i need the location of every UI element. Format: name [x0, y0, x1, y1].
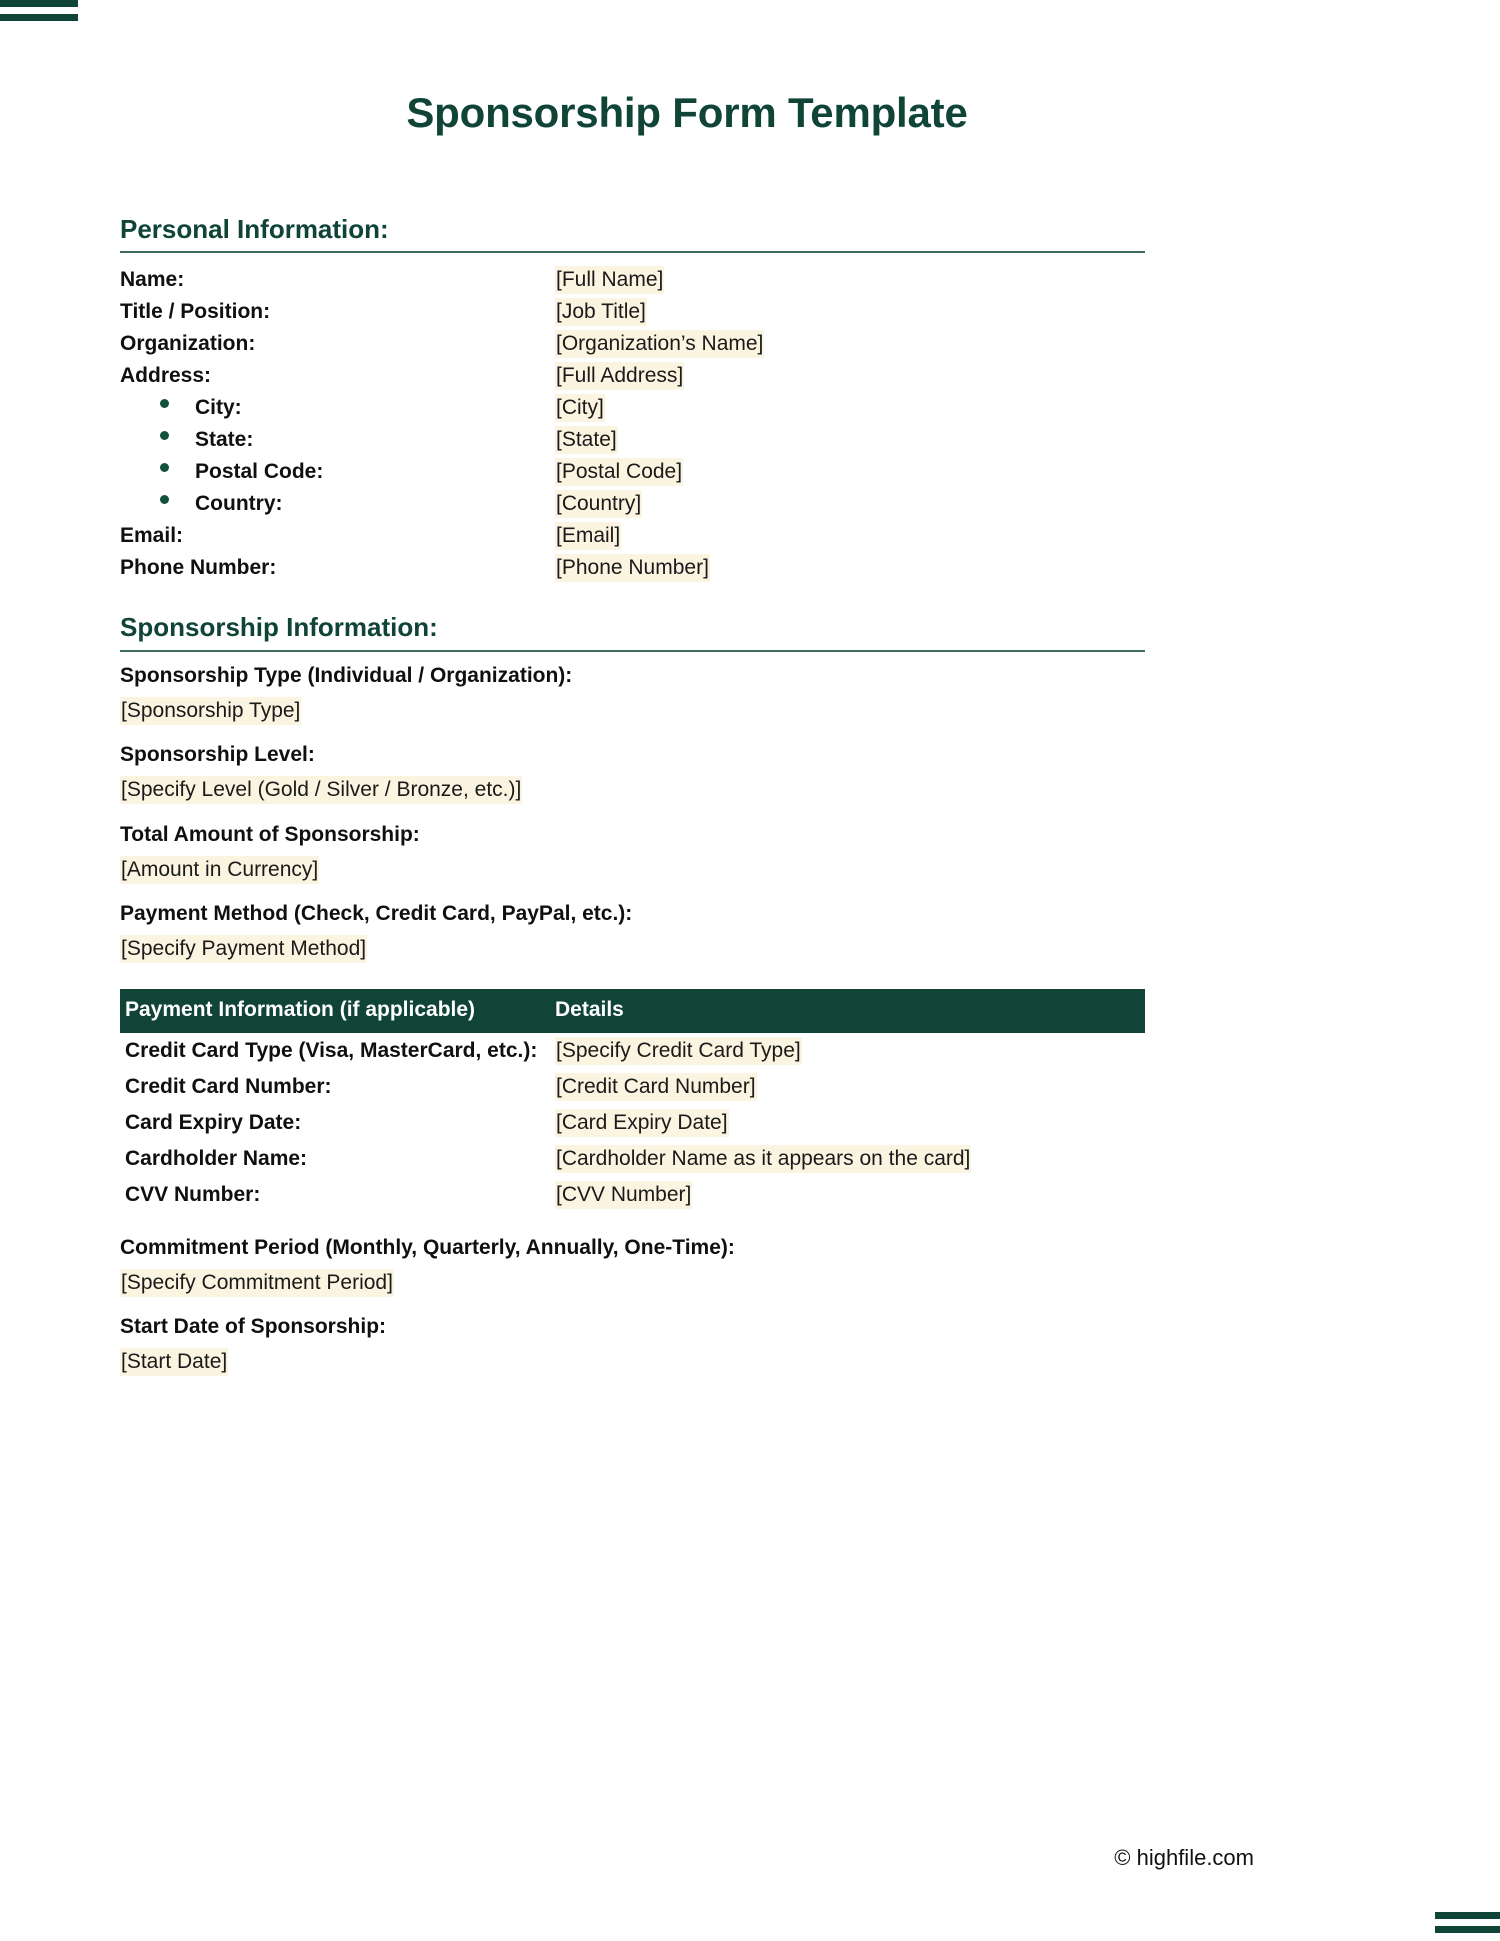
- table-header-cell-details: Details: [555, 997, 624, 1021]
- decoration-bar: [1435, 1926, 1500, 1933]
- field-value-text: [State]: [555, 426, 618, 454]
- field-label: [120, 493, 555, 514]
- table-cell-label: Card Expiry Date:: [125, 1110, 302, 1134]
- field-row-city: [120, 392, 1380, 424]
- table-row: [120, 1033, 1145, 1069]
- block-value-text: [Specify Level (Gold / Silver / Bronze, etc.)]: [120, 776, 522, 804]
- field-row-title-position: [120, 296, 1380, 328]
- section-sponsorship-information: [120, 612, 1380, 962]
- field-label: [120, 429, 555, 450]
- field-value[interactable]: [555, 557, 710, 578]
- table-cell-value[interactable]: [555, 1111, 1145, 1135]
- field-row-address: [120, 360, 1380, 392]
- field-row-postal-code: [120, 456, 1380, 488]
- field-row-country: [120, 488, 1380, 520]
- block-sponsorship-type: [120, 663, 1380, 725]
- section-divider: [120, 251, 1145, 253]
- field-value[interactable]: [555, 301, 647, 322]
- field-value-text: [Country]: [555, 490, 642, 518]
- field-label: [120, 461, 555, 482]
- field-value[interactable]: [555, 333, 764, 354]
- block-total-amount: [120, 822, 1380, 884]
- field-label: Name:: [120, 268, 185, 292]
- table-row: [120, 1177, 1145, 1213]
- block-value-text: [Amount in Currency]: [120, 856, 319, 884]
- bullet-icon: [160, 399, 169, 408]
- block-value[interactable]: [120, 698, 1380, 724]
- field-label: Phone Number:: [120, 556, 277, 580]
- field-value-text: [Phone Number]: [555, 554, 710, 582]
- table-header-row: [120, 989, 1145, 1033]
- top-left-decoration: [0, 0, 78, 21]
- block-value[interactable]: [120, 857, 1380, 883]
- table-cell-value-text: [Card Expiry Date]: [555, 1109, 729, 1137]
- block-commitment-period: [120, 1235, 1380, 1297]
- section-heading-sponsorship-information: Sponsorship Information:: [120, 612, 438, 643]
- block-label: Sponsorship Level:: [120, 743, 315, 767]
- block-value-text: [Specify Commitment Period]: [120, 1269, 394, 1297]
- field-row-organization: [120, 328, 1380, 360]
- document-content: [120, 0, 1380, 1376]
- section-heading-personal-information: Personal Information:: [120, 214, 389, 245]
- bottom-right-decoration: [1435, 1912, 1500, 1933]
- field-value-text: [Organization’s Name]: [555, 330, 764, 358]
- section-commitment: [120, 1235, 1380, 1376]
- block-value-text: [Specify Payment Method]: [120, 935, 367, 963]
- table-cell-value-text: [Cardholder Name as it appears on the card]: [555, 1145, 971, 1173]
- table-cell-value-text: [CVV Number]: [555, 1181, 692, 1209]
- field-value[interactable]: [555, 461, 683, 482]
- decoration-bar: [0, 14, 78, 21]
- block-label: Commitment Period (Monthly, Quarterly, Annually, One-Time):: [120, 1235, 735, 1259]
- field-value-text: [Job Title]: [555, 298, 647, 326]
- payment-information-table: [120, 989, 1145, 1213]
- field-label: Address:: [120, 364, 212, 388]
- field-label-text: City:: [195, 396, 242, 420]
- field-label: Email:: [120, 524, 184, 548]
- block-value[interactable]: [120, 1349, 1380, 1375]
- table-row: [120, 1105, 1145, 1141]
- field-value-text: [Email]: [555, 522, 621, 550]
- bullet-icon: [160, 431, 169, 440]
- block-label: Sponsorship Type (Individual / Organization):: [120, 663, 573, 687]
- field-label-text: Country:: [195, 492, 283, 516]
- table-row: [120, 1141, 1145, 1177]
- table-cell-value[interactable]: [555, 1183, 1145, 1207]
- field-value-text: [Full Address]: [555, 362, 684, 390]
- field-value[interactable]: [555, 365, 684, 386]
- table-cell-value-text: [Credit Card Number]: [555, 1073, 757, 1101]
- field-value[interactable]: [555, 397, 605, 418]
- table-cell-label: Credit Card Number:: [125, 1074, 332, 1098]
- block-value[interactable]: [120, 777, 1380, 803]
- table-cell-value-text: [Specify Credit Card Type]: [555, 1037, 802, 1065]
- page-footer: [120, 1845, 1380, 1871]
- bullet-icon: [160, 495, 169, 504]
- table-cell-label: Credit Card Type (Visa, MasterCard, etc.):: [125, 1038, 538, 1062]
- field-label-text: State:: [195, 428, 254, 452]
- bullet-icon: [160, 463, 169, 472]
- field-row-state: [120, 424, 1380, 456]
- field-label: [120, 397, 555, 418]
- block-value-text: [Start Date]: [120, 1348, 228, 1376]
- table-row: [120, 1069, 1145, 1105]
- table-cell-value[interactable]: [555, 1039, 1145, 1063]
- field-value-text: [Postal Code]: [555, 458, 683, 486]
- field-value-text: [Full Name]: [555, 266, 664, 294]
- block-value-text: [Sponsorship Type]: [120, 697, 301, 725]
- field-row-email: [120, 520, 1380, 552]
- table-cell-value[interactable]: [555, 1147, 1145, 1171]
- table-cell-label: Cardholder Name:: [125, 1146, 308, 1170]
- block-value[interactable]: [120, 936, 1380, 962]
- block-payment-method: [120, 901, 1380, 963]
- field-label-text: Postal Code:: [195, 460, 324, 484]
- block-start-date: [120, 1314, 1380, 1376]
- block-label: Total Amount of Sponsorship:: [120, 822, 420, 846]
- table-cell-label: CVV Number:: [125, 1182, 261, 1206]
- field-value[interactable]: [555, 269, 664, 290]
- field-row-phone-number: [120, 552, 1380, 584]
- block-label: Start Date of Sponsorship:: [120, 1315, 387, 1339]
- table-cell-value[interactable]: [555, 1075, 1145, 1099]
- table-header-cell-payment-information: Payment Information (if applicable): [125, 997, 476, 1021]
- field-value[interactable]: [555, 429, 618, 450]
- block-label: Payment Method (Check, Credit Card, PayPal, etc.):: [120, 902, 633, 926]
- decoration-bar: [1435, 1912, 1500, 1919]
- field-value[interactable]: [555, 493, 642, 514]
- field-value-text: [City]: [555, 394, 605, 422]
- field-row-name: [120, 264, 1380, 296]
- block-sponsorship-level: [120, 742, 1380, 804]
- field-value[interactable]: [555, 525, 621, 546]
- block-value[interactable]: [120, 1270, 1380, 1296]
- footer-credit: © highfile.com: [1114, 1845, 1254, 1870]
- section-divider: [120, 650, 1145, 652]
- section-personal-information: [120, 214, 1380, 584]
- field-label: Title / Position:: [120, 300, 271, 324]
- field-label: Organization:: [120, 332, 256, 356]
- page-title: Sponsorship Form Template: [406, 89, 968, 136]
- decoration-bar: [0, 0, 78, 7]
